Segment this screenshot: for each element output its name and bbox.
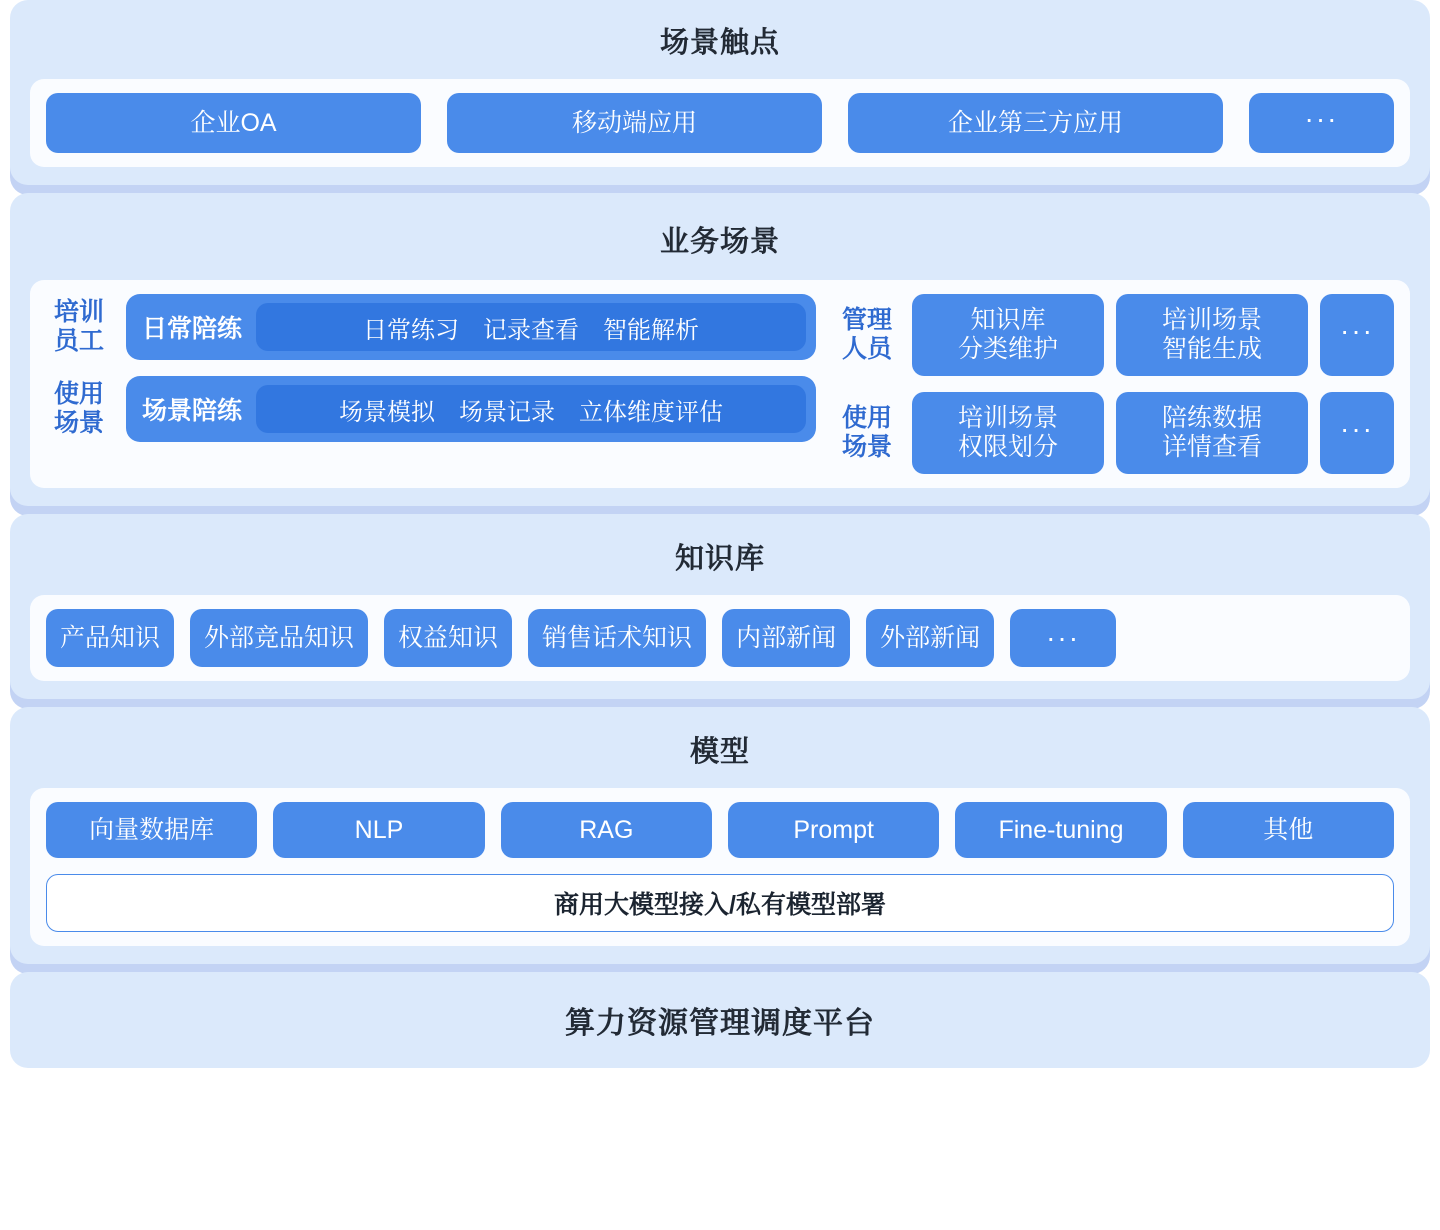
touchpoint-more[interactable]: ··· bbox=[1249, 93, 1394, 153]
tag-record-view[interactable]: 记录查看 bbox=[483, 316, 579, 344]
scenario-label-scene-practice: 场景陪练 bbox=[142, 397, 243, 425]
usage-card-practice-data-detail[interactable] bbox=[1116, 392, 1308, 474]
layer-title-compute-platform: 算力资源管理调度平台 bbox=[565, 1007, 875, 1040]
layer-title-business: 业务场景 bbox=[659, 226, 780, 258]
admin-card-more[interactable]: ··· bbox=[1320, 294, 1394, 376]
card-line-2: 权限划分 bbox=[957, 433, 1058, 461]
kb-item-external-competitor-knowledge[interactable]: 外部竞品知识 bbox=[190, 609, 368, 667]
model-card bbox=[30, 788, 1410, 946]
admin-card-kb-category-maintenance[interactable] bbox=[912, 294, 1104, 376]
scenario-tags-scene-practice bbox=[256, 385, 806, 433]
scenario-label-daily-practice: 日常陪练 bbox=[142, 315, 243, 343]
card-line-2: 智能生成 bbox=[1161, 335, 1262, 363]
role-line-2: 人员 bbox=[841, 335, 892, 363]
business-left-column bbox=[46, 294, 816, 474]
model-item-vector-database[interactable]: 向量数据库 bbox=[46, 802, 257, 858]
card-line-2: 分类维护 bbox=[957, 335, 1058, 363]
card-line-1: 培训场景 bbox=[1161, 306, 1262, 335]
role-line-1: 使用 bbox=[53, 379, 104, 408]
tag-multi-dimension-evaluation[interactable]: 立体维度评估 bbox=[579, 398, 723, 426]
card-line-1: 知识库 bbox=[970, 306, 1046, 335]
role-label-usage-scenario-left bbox=[46, 376, 112, 442]
layer-title-model: 模型 bbox=[689, 736, 750, 768]
role-line-2: 场景 bbox=[53, 409, 104, 437]
business-columns bbox=[46, 294, 1394, 474]
knowledge-base-row bbox=[46, 609, 1394, 667]
touchpoint-enterprise-oa[interactable]: 企业OA bbox=[46, 93, 421, 153]
role-line-1: 使用 bbox=[841, 403, 892, 432]
role-label-admin bbox=[834, 294, 900, 376]
touchpoints-card bbox=[30, 79, 1410, 167]
tag-scene-simulation[interactable]: 场景模拟 bbox=[339, 398, 435, 426]
layer-business-scenarios bbox=[10, 193, 1430, 506]
kb-item-sales-script-knowledge[interactable]: 销售话术知识 bbox=[528, 609, 706, 667]
touchpoint-third-party-app[interactable]: 企业第三方应用 bbox=[848, 93, 1223, 153]
usage-card-training-scene-permission[interactable] bbox=[912, 392, 1104, 474]
business-row-usage-scenario-left bbox=[46, 376, 816, 442]
kb-item-more[interactable]: ··· bbox=[1010, 609, 1116, 667]
layer-model bbox=[10, 707, 1430, 964]
scenario-scene-practice[interactable] bbox=[126, 376, 816, 442]
admin-card-training-scene-generation[interactable] bbox=[1116, 294, 1308, 376]
model-deployment-bar: 商用大模型接入/私有模型部署 bbox=[46, 874, 1394, 932]
layer-title-knowledge-base: 知识库 bbox=[674, 543, 765, 575]
kb-item-benefits-knowledge[interactable]: 权益知识 bbox=[384, 609, 512, 667]
layer-title-touchpoints: 场景触点 bbox=[659, 27, 780, 59]
business-row-usage-scenario-right bbox=[834, 392, 1394, 474]
layer-compute-platform bbox=[10, 972, 1430, 1068]
business-right-column bbox=[834, 294, 1394, 474]
kb-item-product-knowledge[interactable]: 产品知识 bbox=[46, 609, 174, 667]
kb-item-external-news[interactable]: 外部新闻 bbox=[866, 609, 994, 667]
model-item-other[interactable]: 其他 bbox=[1183, 802, 1394, 858]
model-row bbox=[46, 802, 1394, 858]
business-row-admin bbox=[834, 294, 1394, 376]
knowledge-base-card bbox=[30, 595, 1410, 681]
scenario-daily-practice[interactable] bbox=[126, 294, 816, 360]
touchpoints-row bbox=[46, 93, 1394, 153]
tag-smart-analysis[interactable]: 智能解析 bbox=[603, 316, 699, 344]
role-label-training-staff bbox=[46, 294, 112, 360]
model-item-fine-tuning[interactable]: Fine-tuning bbox=[955, 802, 1166, 858]
role-line-2: 场景 bbox=[841, 433, 892, 461]
business-row-training-staff bbox=[46, 294, 816, 360]
touchpoint-mobile-app[interactable]: 移动端应用 bbox=[447, 93, 822, 153]
card-line-1: 陪练数据 bbox=[1161, 404, 1262, 433]
model-item-prompt[interactable]: Prompt bbox=[728, 802, 939, 858]
card-line-2: 详情查看 bbox=[1161, 433, 1262, 461]
business-card bbox=[30, 280, 1410, 488]
role-label-usage-scenario-right bbox=[834, 392, 900, 474]
model-item-rag[interactable]: RAG bbox=[501, 802, 712, 858]
role-line-2: 员工 bbox=[53, 327, 104, 355]
kb-item-internal-news[interactable]: 内部新闻 bbox=[722, 609, 850, 667]
layer-touchpoints bbox=[10, 0, 1430, 185]
model-item-nlp[interactable]: NLP bbox=[273, 802, 484, 858]
scenario-tags-daily-practice bbox=[256, 303, 806, 351]
tag-daily-exercise[interactable]: 日常练习 bbox=[363, 316, 459, 344]
role-line-1: 管理 bbox=[841, 305, 892, 334]
card-line-1: 培训场景 bbox=[957, 404, 1058, 433]
usage-card-more[interactable]: ··· bbox=[1320, 392, 1394, 474]
tag-scene-record[interactable]: 场景记录 bbox=[459, 398, 555, 426]
role-line-1: 培训 bbox=[53, 297, 104, 326]
layer-knowledge-base bbox=[10, 514, 1430, 699]
